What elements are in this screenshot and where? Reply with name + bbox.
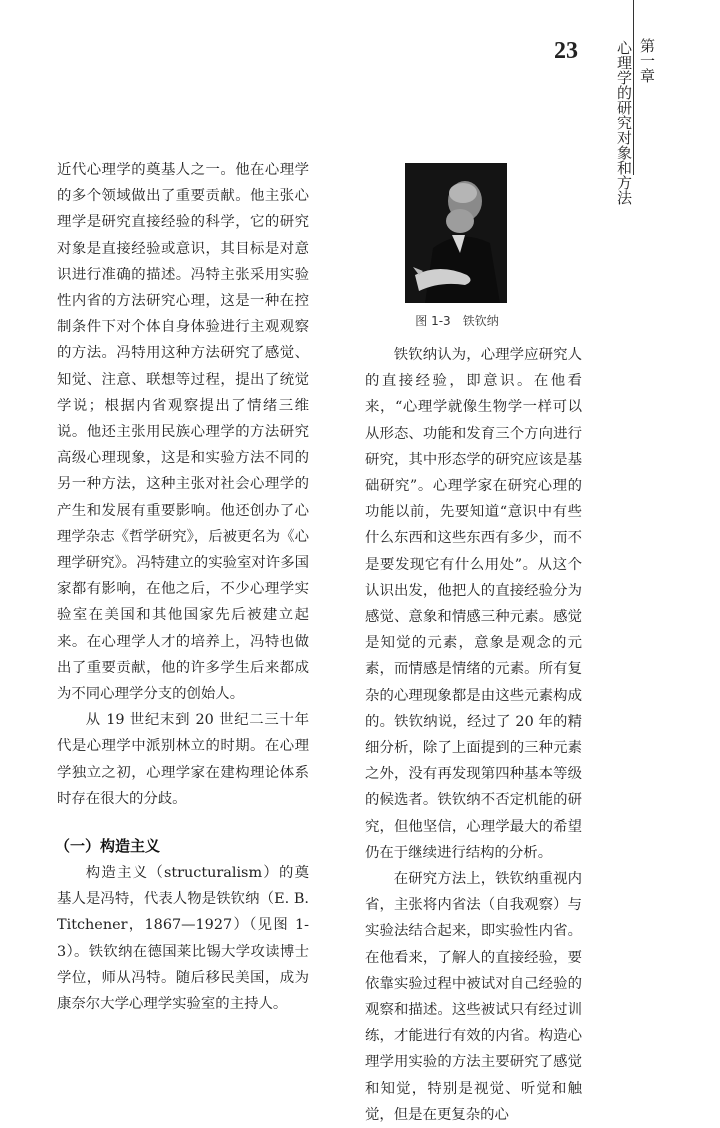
figure-portrait-image <box>405 163 507 303</box>
section-heading: （一）构造主义 <box>55 837 161 856</box>
page-number: 23 <box>554 38 578 64</box>
figure-caption: 图 1-3 铁钦纳 <box>415 314 499 328</box>
portrait-icon <box>405 163 507 303</box>
running-title: 心理学的研究对象和方法 <box>615 40 633 205</box>
left-column <box>57 157 309 1017</box>
chapter-divider-line <box>633 0 634 175</box>
paragraph: 从 19 世纪末到 20 世纪二三十年代是心理学中派别林立的时期。在心理学独立之初，心理学家在建构理论体系时存在很大的分歧。 <box>57 712 309 807</box>
paragraph: 在研究方法上，铁钦纳重视内省，主张将内省法（自我观察）与实验法结合起来，即实验性内省。在他看来，了解人的直接经验，要依靠实验过程中被试对自己经验的观察和描述。这些被试只有经过训练，才能进行有效的内省。构造心理学用实验的方法主要研究了感觉和知觉，特别是视觉、听觉和触觉，但是在更复杂的心 <box>365 871 582 1123</box>
chapter-label: 第一章 <box>638 38 656 83</box>
paragraph: 构造主义（structuralism）的奠基人是冯特，代表人物是铁钦纳（E. B. Titchener，1867—1927）（见图 1-3）。铁钦纳在德国莱比锡大学攻读博士学位，师从冯特。随后移民美国，成为康奈尔大学心理学实验室的主持人。 <box>57 865 309 1013</box>
right-column <box>365 342 582 1128</box>
paragraph: 铁钦纳认为，心理学应研究人的直接经验，即意识。在他看来，“心理学就像生物学一样可以从形态、功能和发育三个方向进行研究，其中形态学的研究应该是基础研究”。心理学家在研究心理的功能以前，先要知道“意识中有些什么东西和这些东西有多少，而不是要发现它有什么用处”。从这个认识出发，他把人的直接经验分为感觉、意象和情感三种元素。感觉是知觉的元素，意象是观念的元素，而情感是情绪的元素。所有复杂的心理现象都是由这些元素构成的。铁钦纳说，经过了 20 年的精细分析，除了上面提到的三种元素之外，没有再发现第四种基本等级的候选者。铁钦纳不否定机能的研究，但他坚信，心理学最大的希望仍在于继续进行结构的分析。 <box>365 347 582 861</box>
paragraph: 近代心理学的奠基人之一。他在心理学的多个领域做出了重要贡献。他主张心理学是研究直接经验的科学，它的研究对象是直接经验或意识，其目标是对意识进行准确的描述。冯特主张采用实验性内省的方法研究心理，这是一种在控制条件下对个体自身体验进行主观观察的方法。冯特用这种方法研究了感觉、知觉、注意、联想等过程，提出了统觉学说；根据内省观察提出了情绪三维说。他还主张用民族心理学的方法研究高级心理现象，这是和实验方法不同的另一种方法，这种主张对社会心理学的产生和发展有重要影响。他还创办了心理学杂志《哲学研究》，后被更名为《心理学研究》。冯特建立的实验室对许多国家都有影响，在他之后，不少心理学实验室在美国和其他国家先后被建立起来。在心理学人才的培养上，冯特也做出了重要贡献，他的许多学生后来都成为不同心理学分支的创始人。 <box>57 162 309 703</box>
